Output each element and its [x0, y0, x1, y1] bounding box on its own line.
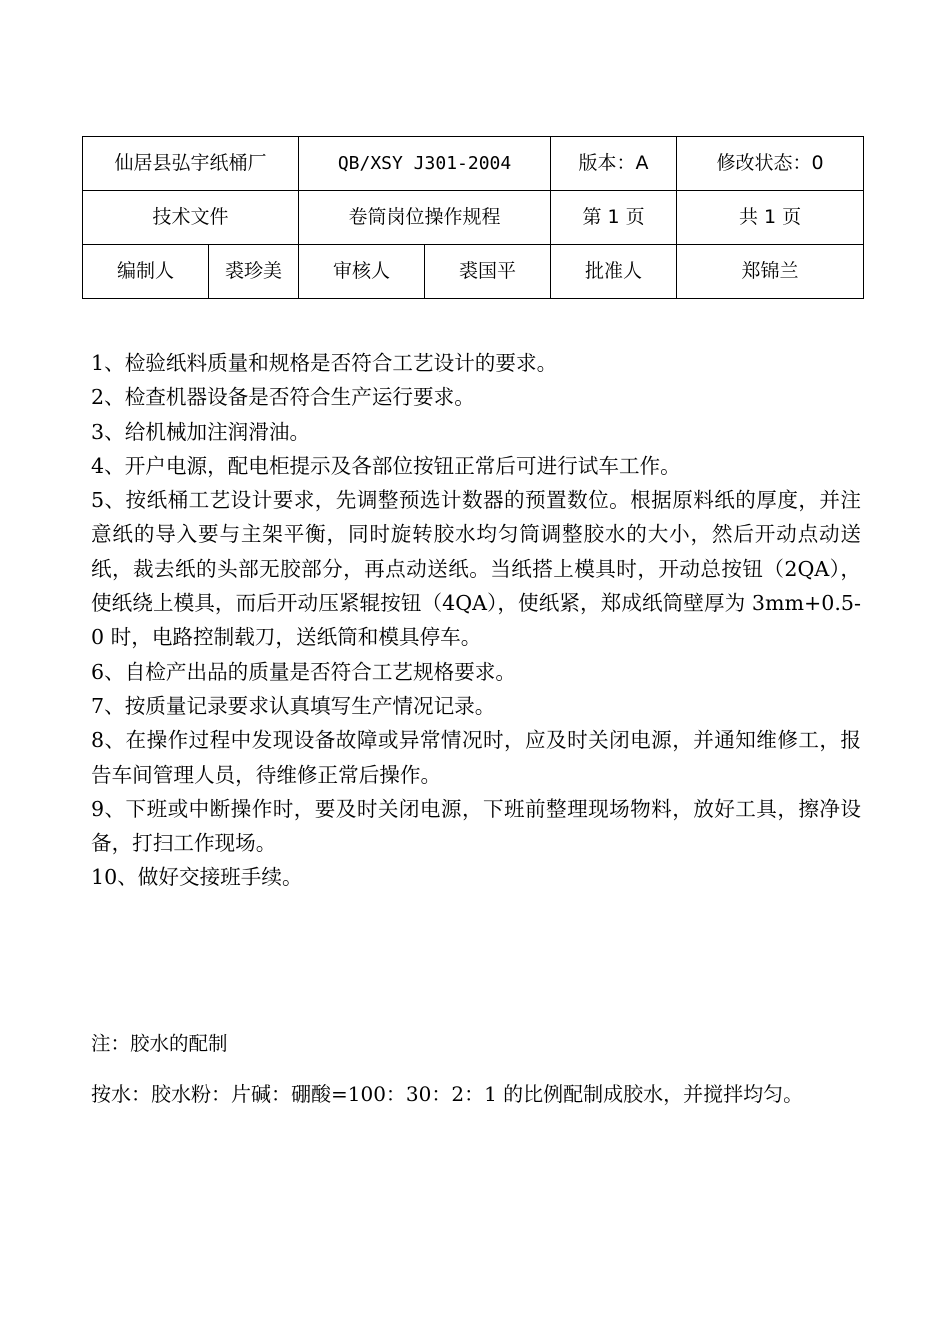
revision-state-cell: 修改状态：0 — [677, 137, 864, 191]
step-item: 2、检查机器设备是否符合生产运行要求。 — [91, 385, 475, 410]
header-row-2 — [83, 191, 864, 245]
version-cell: 版本：A — [551, 137, 677, 191]
document-code: QB/XSY J301-2004 — [299, 137, 551, 191]
page-total: 共 1 页 — [677, 191, 864, 245]
note-body: 按水：胶水粉：片碱：硼酸=100：30：2：1 的比例配制成胶水，并搅拌均匀。 — [91, 1082, 804, 1106]
approver-name: 郑锦兰 — [677, 245, 864, 299]
procedure-steps — [91, 346, 861, 895]
author-label: 编制人 — [83, 245, 209, 299]
document-header-table — [82, 136, 864, 299]
step-item: 4、开户电源，配电柜提示及各部位按钮正常后可进行试车工作。 — [91, 453, 681, 478]
author-name: 裘珍美 — [209, 245, 299, 299]
step-item: 1、检验纸料质量和规格是否符合工艺设计的要求。 — [91, 351, 558, 375]
reviewer-label: 审核人 — [299, 245, 425, 299]
step-item: 5、按纸桶工艺设计要求，先调整预选计数器的预置数位。根据原料纸的厚度，并注意纸的导入要与主架平衡，同时旋转胶水均匀筒调整胶水的大小，然后开动点动送纸，裁去纸的头部无胶部分，再点动送纸。当纸搭上模具时，开动总按钮（2QA），使纸绕上模具，而后开动压紧辊按钮（4QA），使纸紧，郑成纸筒壁厚为 3mm+0.5-0 时，电路控制载刀，送纸筒和模具停车。 — [91, 488, 861, 650]
document-title: 卷筒岗位操作规程 — [299, 191, 551, 245]
company-name: 仙居县弘宇纸桶厂 — [83, 137, 299, 191]
document-type: 技术文件 — [83, 191, 299, 245]
header-row-1 — [83, 137, 864, 191]
step-item: 6、自检产出品的质量是否符合工艺规格要求。 — [91, 659, 516, 684]
header-row-3 — [83, 245, 864, 299]
step-item: 10、做好交接班手续。 — [91, 865, 303, 890]
step-item: 9、下班或中断操作时，要及时关闭电源，下班前整理现场物料，放好工具，擦净设备，打扫工作现场。 — [91, 796, 861, 856]
note-title: 注：胶水的配制 — [91, 1032, 228, 1055]
step-item: 3、给机械加注润滑油。 — [91, 419, 311, 444]
approver-label: 批准人 — [551, 245, 677, 299]
reviewer-name: 裘国平 — [425, 245, 551, 299]
page-number: 第 1 页 — [551, 191, 677, 245]
step-item: 8、在操作过程中发现设备故障或异常情况时，应及时关闭电源，并通知维修工，报告车间管理人员，待维修正常后操作。 — [91, 728, 861, 787]
step-item: 7、按质量记录要求认真填写生产情况记录。 — [91, 693, 496, 718]
